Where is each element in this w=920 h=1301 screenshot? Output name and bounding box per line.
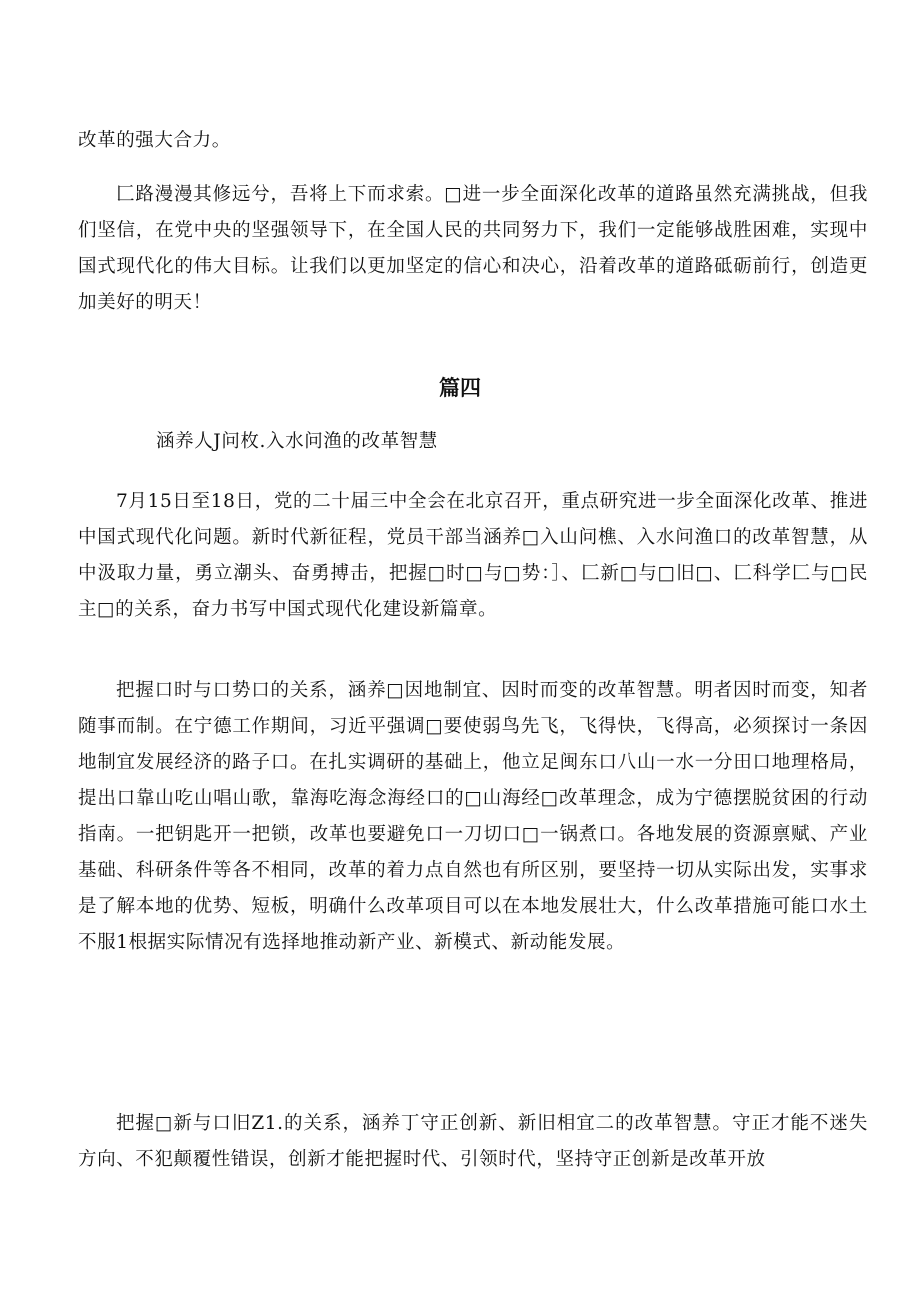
paragraph-time-and-trend: 把握口时与口势口的关系，涵养□因地制宜、因时而变的改革智慧。明者因时而变，知者随事而制。在宁德工作期间，习近平强调□要使弱鸟先飞，飞得快，飞得高，必须探讨一条因地制宜发展经济的路子口。在扎实调研的基础上，他立足闽东口八山一水一分田口地理格局，提出口靠山吃山唱山歌，靠海吃海念海经口的□山海经□改革理念，成为宁德摆脱贫困的行动指南。一把钥匙开一把锁，改革也要避免口一刀切口□一锅煮口。各地发展的资源禀赋、产业基础、科研条件等各不相同，改革的着力点自然也有所区别，要坚持一切从实际出发，实事求是了解本地的优势、短板，明确什么改革项目可以在本地发展壮大，什么改革措施可能口水土不服1根据实际情况有选择地推动新产业、新模式、新动能发展。 — [78, 680, 868, 953]
paragraph-conclusion: 匚路漫漫其修远兮，吾将上下而求索。□进一步全面深化改革的道路虽然充满挑战，但我们坚信，在党中央的坚强领导下，在全国人民的共同努力下，我们一定能够战胜困难，实现中国式现代化的伟大目标。让我们以更加坚定的信心和决心，沿着改革的道路砥砺前行，创造更加美好的明天！ — [78, 184, 868, 313]
paragraph-intro-ending: 改革的强大合力。 — [78, 130, 231, 151]
paragraph-new-and-old: 把握□新与口旧Z1.的关系，涵养丁守正创新、新旧相宜二的改革智慧。守正才能不迷失方向、不犯颠覆性错误，创新才能把握时代、引领时代，坚持守正创新是改革开放 — [78, 1113, 868, 1170]
article-subtitle: 涵养人J问枚.入水问渔的改革智慧 — [156, 431, 438, 452]
paragraph-opening: 7月15日至18日，党的二十届三中全会在北京召开，重点研究进一步全面深化改革、推进中国式现代化问题。新时代新征程，党员干部当涵养□入山问樵、入水问渔口的改革智慧，从中汲取力量，勇立潮头、奋勇搏击，把握□时□与□势：］、匚新□与□旧□、匚科学匚与□民主□的关系，奋力书写中国式现代化建设新篇章。 — [78, 491, 868, 620]
section-heading: 篇四 — [439, 376, 481, 400]
